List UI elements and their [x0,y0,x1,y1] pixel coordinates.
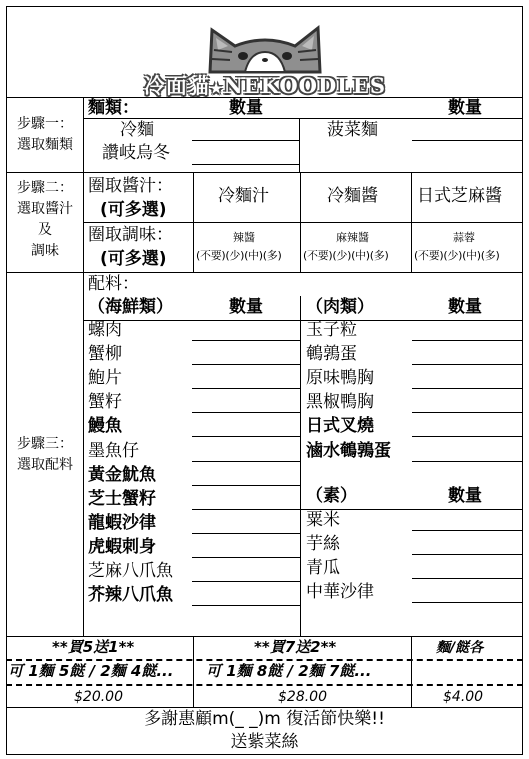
promo-title: 麵/餸各 [436,640,484,656]
quantity-line[interactable] [192,509,300,510]
promo-title: **買5送1** [52,638,135,656]
brand-name: 冷面貓★NEKOODLES [143,73,387,98]
seasoning-multi-note: (可多選) [100,249,167,269]
topping-item: 蟹柳 [88,344,122,365]
topping-item: 螺肉 [88,320,122,340]
topping-item: 鰻魚 [88,416,122,437]
seasoning-options[interactable]: (不要)(少)(中)(多) [414,249,500,262]
topping-item: 中華沙律 [306,582,374,603]
promo-price: $20.00 [74,689,123,705]
topping-item: 粟米 [306,510,340,530]
quantity-line[interactable] [192,388,300,389]
veg-header: （素） [306,486,357,506]
topping-item: 芝士蟹籽 [88,488,156,509]
quantity-line[interactable] [192,557,300,558]
quantity-line[interactable] [412,530,523,531]
quantity-line[interactable] [412,554,523,555]
sauce-option[interactable]: 冷麵醬 [327,186,378,206]
quantity-line[interactable] [412,461,523,462]
quantity-line[interactable] [192,340,300,341]
promo-desc: 可 1麵 5餸 / 2麵 4餸... [8,662,174,680]
topping-item: 龍蝦沙律 [88,512,156,533]
cat-mascot-icon [140,12,390,74]
veg-qty-header: 數量 [448,486,482,506]
seasoning-name: 麻辣醬 [336,231,369,244]
quantity-line[interactable] [412,412,523,413]
meat-header: （肉類） [306,297,374,317]
topping-item: 鮑片 [88,368,122,389]
noodle-item: 菠菜麵 [327,120,378,140]
quantity-line[interactable] [412,602,523,603]
step1-label: 步驟一： 選取麵類 [17,116,73,153]
quantity-line[interactable] [192,436,300,437]
quantity-line[interactable] [412,364,523,365]
topping-item: 日式叉燒 [306,416,374,437]
noodle-header: 麵類： [88,98,139,118]
topping-item: 芋絲 [306,534,340,555]
quantity-line[interactable] [412,340,523,341]
quantity-line[interactable] [412,436,523,437]
topping-item: 滷水鵪鶉蛋 [306,440,391,461]
quantity-line[interactable] [412,388,523,389]
noodle-qty-header-2: 數量 [448,98,482,118]
seasoning-name: 蒜蓉 [453,231,475,244]
topping-item: 黃金魷魚 [88,464,156,485]
seafood-header: （海鮮類） [88,297,173,317]
promo-title: **買7送2** [254,638,337,656]
topping-item: 玉子粒 [306,320,357,340]
sauce-prompt: 圈取醬汁： [88,176,173,196]
quantity-line[interactable] [192,364,300,365]
sauce-multi-note: (可多選) [100,200,167,220]
seasoning-name: 辣醬 [233,231,255,244]
topping-item: 虎蝦刺身 [88,536,156,557]
quantity-line[interactable] [192,412,300,413]
sauce-option[interactable]: 冷麵汁 [218,186,269,206]
quantity-line[interactable] [192,581,300,582]
quantity-line[interactable] [192,605,300,606]
seasoning-options[interactable]: (不要)(少)(中)(多) [196,249,282,262]
quantity-line[interactable] [412,578,523,579]
quantity-line[interactable] [192,485,300,486]
seasoning-prompt: 圈取調味： [88,225,173,245]
promo-price: $28.00 [278,689,327,705]
meat-qty-header: 數量 [448,297,482,317]
topping-item: 青瓜 [306,558,340,579]
sauce-option[interactable]: 日式芝麻醬 [417,186,502,206]
step3-label: 步驟三： 選取配料 [17,436,73,473]
noodle-item: 冷麵 [120,120,154,140]
noodle-item: 讚岐烏冬 [102,143,170,163]
seasoning-options[interactable]: (不要)(少)(中)(多) [303,249,389,262]
topping-item: 黑椒鴨胸 [306,392,374,413]
quantity-line[interactable] [192,461,300,462]
footer-thanks: 多謝惠顧m(_ _)m 復活節快樂!! [144,709,385,729]
topping-item: 芝麻八爪魚 [88,561,173,581]
toppings-title: 配料： [88,274,139,294]
promo-desc: 可 1麵 8餸 / 2麵 7餸... [206,662,372,680]
promo-price: $4.00 [443,689,484,705]
topping-item: 墨魚仔 [88,440,139,461]
topping-item: 芥辣八爪魚 [88,585,173,606]
quantity-line[interactable] [192,533,300,534]
footer-gift: 送紫菜絲 [230,732,299,752]
noodle-qty-header-1: 數量 [229,98,263,118]
step2-label: 步驟二： 選取醬汁 及 調味 [17,180,73,259]
brand-logo [140,12,390,98]
seafood-qty-header: 數量 [229,297,263,317]
topping-item: 原味鴨胸 [306,368,374,389]
topping-item: 蟹籽 [88,392,122,413]
topping-item: 鵪鶉蛋 [306,344,357,365]
